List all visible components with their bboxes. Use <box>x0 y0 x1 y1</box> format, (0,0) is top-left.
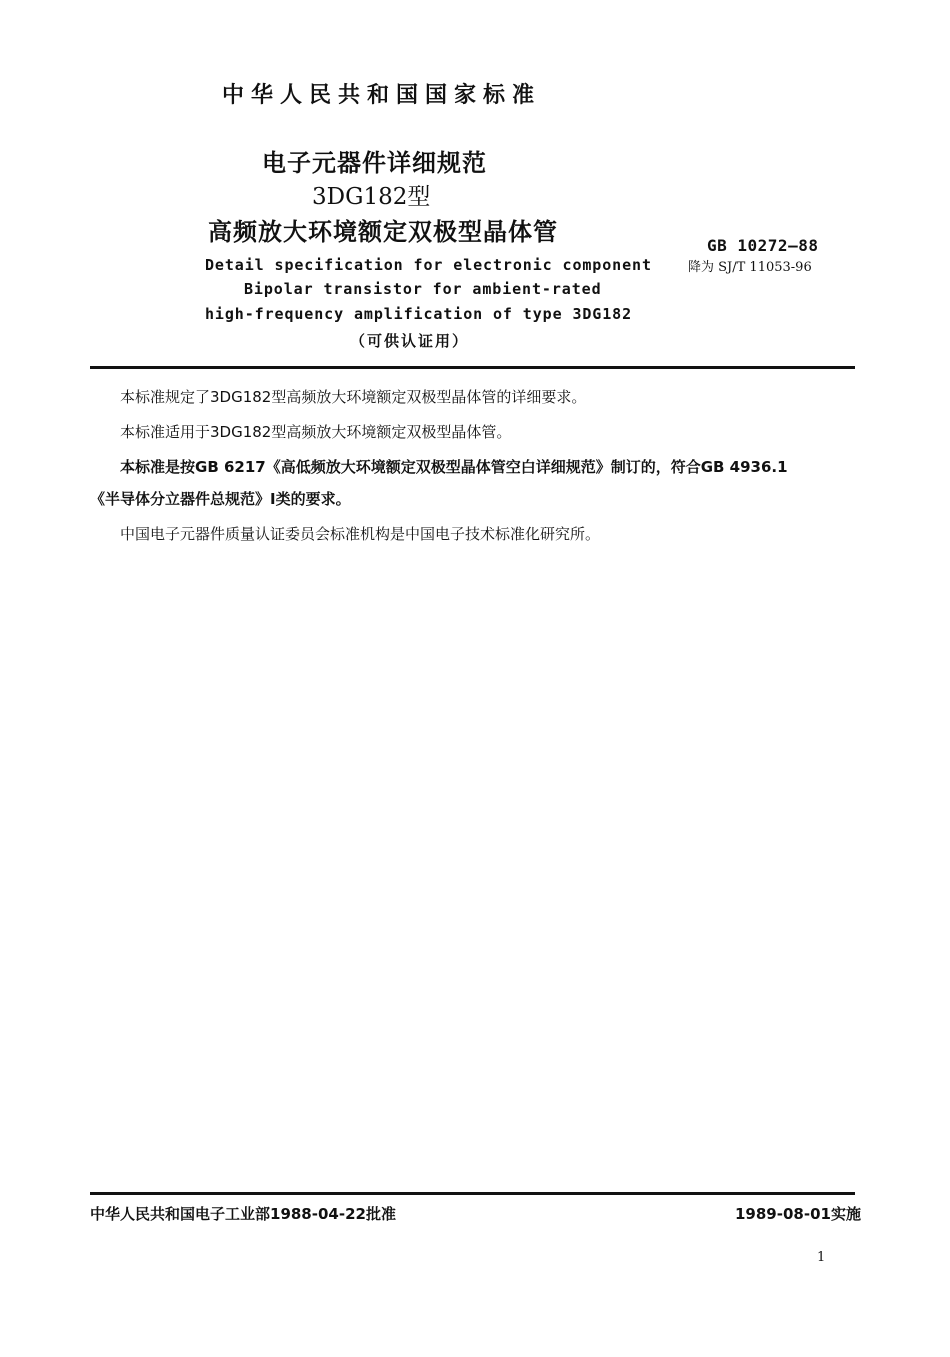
english-title-line-1: Detail specification for electronic component <box>205 256 652 274</box>
approval-date: 中华人民共和国电子工业部1988-04-22批准 <box>90 1205 396 1223</box>
downgrade-note: 降为 SJ/T 11053-96 <box>688 260 812 275</box>
top-divider <box>90 366 855 369</box>
basis-paragraph: 本标准是按GB 6217《高低频放大环境额定双极型晶体管空白详细规范》制订的，符合GB 4936.1 <box>120 458 788 476</box>
national-standard-header: 中华人民共和国国家标准 <box>222 83 542 108</box>
certification-note: （可供认证用） <box>350 332 470 350</box>
page-number: 1 <box>817 1250 826 1265</box>
standard-number: GB 10272—88 <box>707 236 819 255</box>
bottom-divider <box>90 1192 855 1195</box>
authority-paragraph: 中国电子元器件质量认证委员会标准机构是中国电子技术标准化研究所。 <box>120 525 601 543</box>
scope-paragraph: 本标准规定了3DG182型高频放大环境额定双极型晶体管的详细要求。 <box>120 388 587 406</box>
basis-paragraph-continued: 《半导体分立器件总规范》Ⅰ类的要求。 <box>90 490 351 508</box>
title-line-3: 高频放大环境额定双极型晶体管 <box>208 218 558 246</box>
effective-date: 1989-08-01实施 <box>735 1205 861 1223</box>
english-title-line-3: high-frequency amplification of type 3DG182 <box>205 305 633 323</box>
title-line-1: 电子元器件详细规范 <box>262 149 487 177</box>
title-line-2: 3DG182型 <box>312 184 431 210</box>
applicability-paragraph: 本标准适用于3DG182型高频放大环境额定双极型晶体管。 <box>120 423 512 441</box>
english-title-line-2: Bipolar transistor for ambient-rated <box>244 280 602 298</box>
